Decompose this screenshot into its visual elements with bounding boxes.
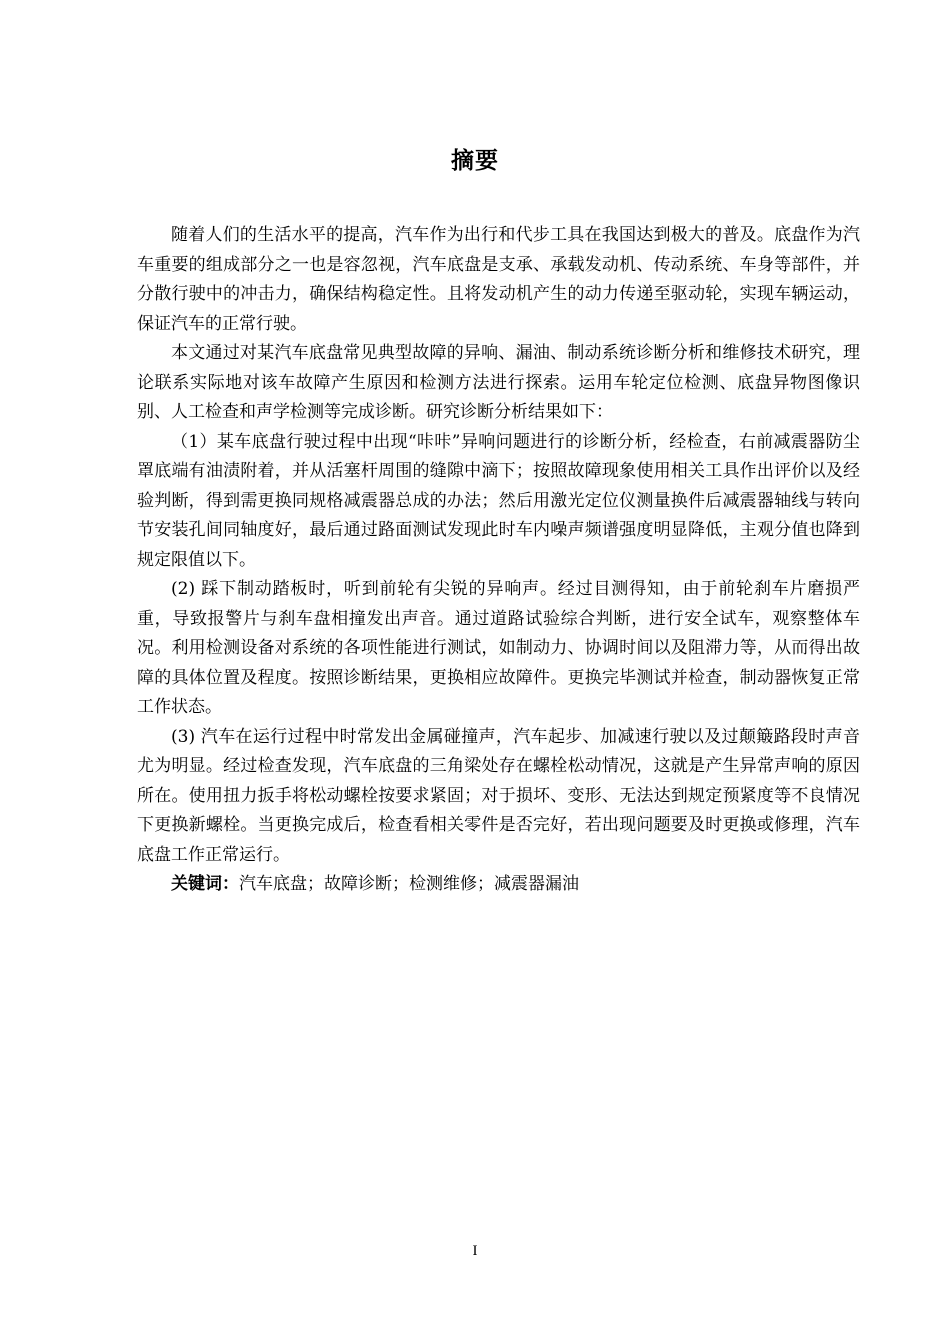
page-number: I bbox=[472, 1243, 478, 1259]
paragraph-result-1: （1）某车底盘行驶过程中出现“咔咔”异响问题进行的诊断分析，经检查，右前减震器防尘罩底端有油渍附着，并从活塞杆周围的缝隙中滴下；按照故障现象使用相关工具作出评价以及经验判断，得到需更换同规格减震器总成的办法；然后用激光定位仪测量换件后减震器轴线与转向节安装孔间同轴度好，最后通过路面测试发现此时车内噪声频谱强度明显降低，主观分值也降到规定限值以下。 bbox=[137, 431, 860, 570]
paragraph-method: 本文通过对某汽车底盘常见典型故障的异响、漏油、制动系统诊断分析和维修技术研究，理论联系实际地对该车故障产生原因和检测方法进行探索。运用车轮定位检测、底盘异物图像识别、人工检查和声学检测等完成诊断。研究诊断分析结果如下： bbox=[137, 343, 860, 422]
abstract-body bbox=[137, 221, 860, 900]
paragraph-result-2: (2) 踩下制动踏板时，听到前轮有尖锐的异响声。经过目测得知，由于前轮刹车片磨损严重，导致报警片与刹车盘相撞发出声音。通过道路试验综合判断，进行安全试车，观察整体车况。利用检测设备对系统的各项性能进行测试，如制动力、协调时间以及阻滞力等，从而得出故障的具体位置及程度。按照诊断结果，更换相应故障件。更换完毕测试并检查，制动器恢复正常工作状态。 bbox=[137, 579, 860, 717]
keywords-text: 汽车底盘；故障诊断；检测维修；减震器漏油 bbox=[239, 874, 579, 894]
paragraph-intro: 随着人们的生活水平的提高，汽车作为出行和代步工具在我国达到极大的普及。底盘作为汽车重要的组成部分之一也是容忽视，汽车底盘是支承、承载发动机、传动系统、车身等部件，并分散行驶中的冲击力，确保结构稳定性。且将发动机产生的动力传递至驱动轮，实现车辆运动，保证汽车的正常行驶。 bbox=[137, 225, 860, 334]
keywords-label: 关键词： bbox=[171, 874, 239, 894]
keywords-line bbox=[137, 870, 860, 900]
abstract-title: 摘要 bbox=[451, 148, 499, 174]
paragraph-result-3: (3) 汽车在运行过程中时常发出金属碰撞声，汽车起步、加减速行驶以及过颠簸路段时声音尤为明显。经过检查发现，汽车底盘的三角梁处存在螺栓松动情况，这就是产生异常声响的原因所在。使用扭力扳手将松动螺栓按要求紧固；对于损坏、变形、无法达到规定预紧度等不良情况下更换新螺栓。当更换完成后，检查看相关零件是否完好，若出现问题要及时更换或修理，汽车底盘工作正常运行。 bbox=[137, 726, 860, 865]
